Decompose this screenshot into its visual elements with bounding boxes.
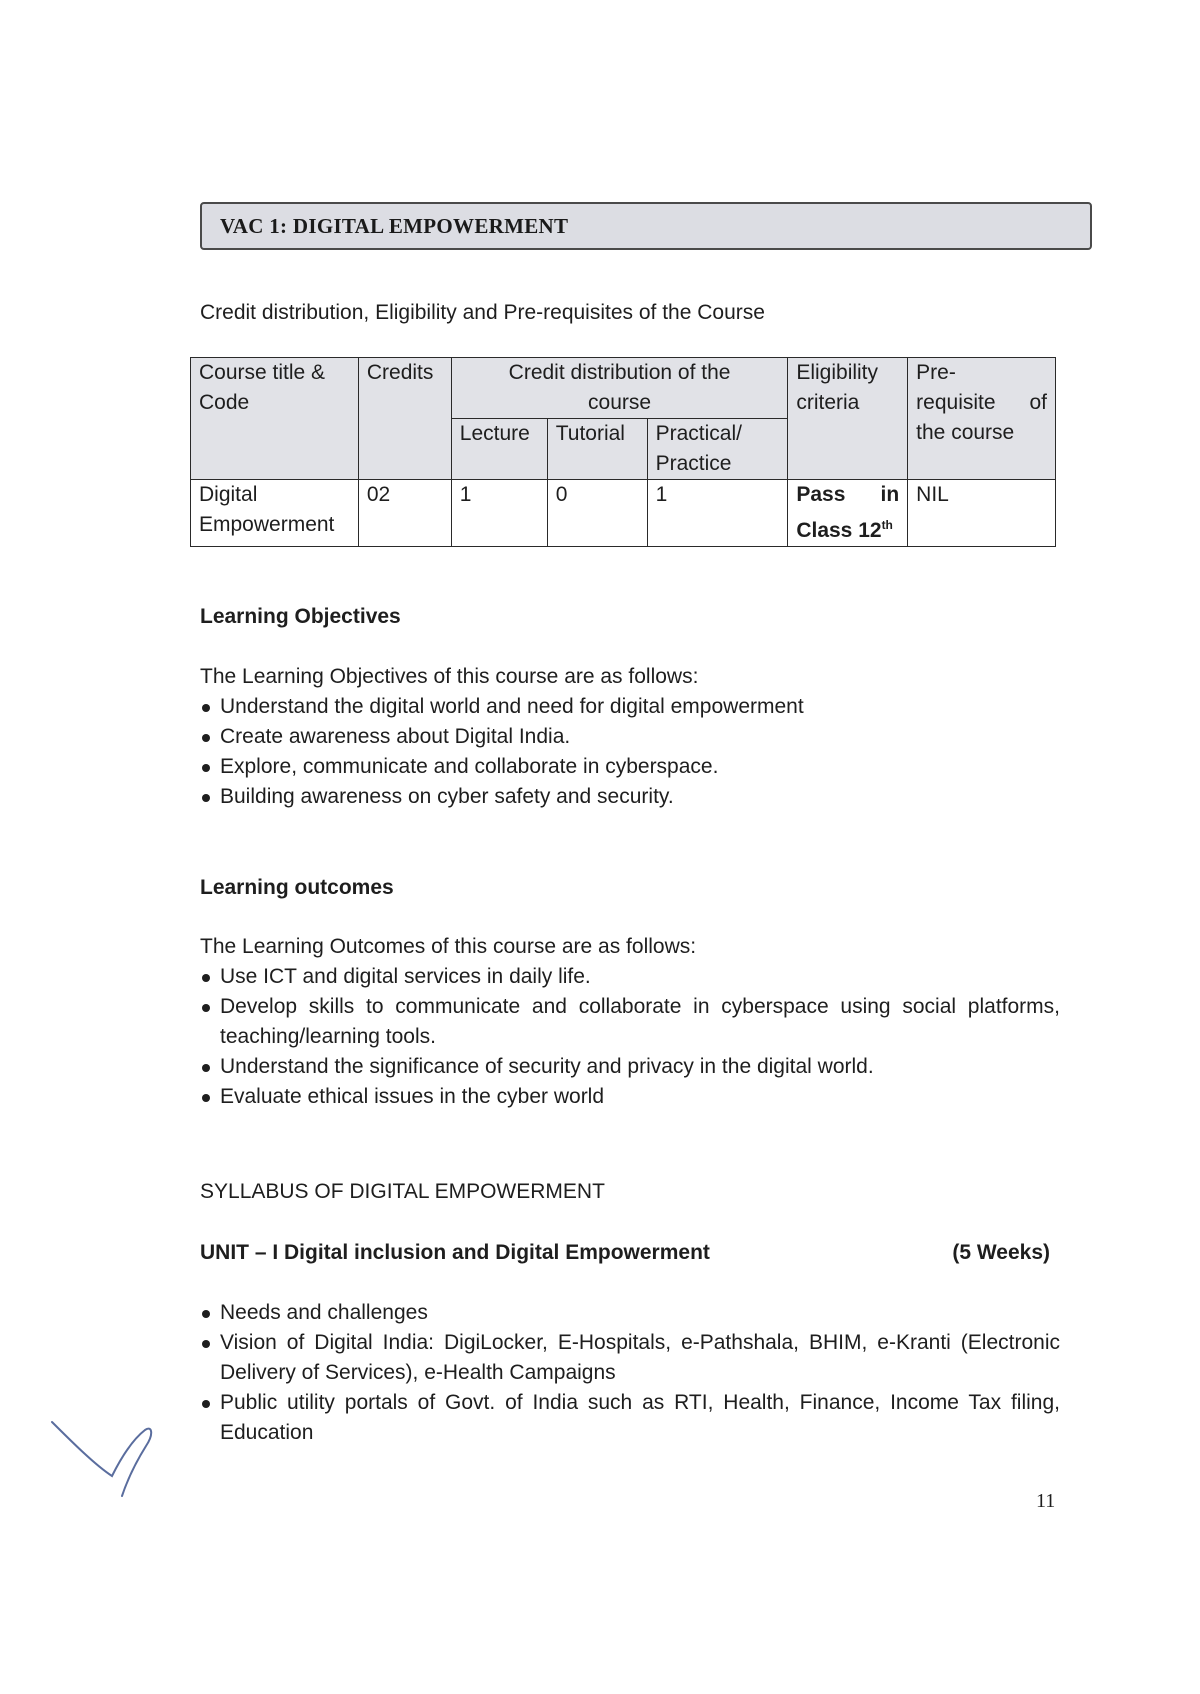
header-course-title: Course title & Code: [191, 358, 359, 480]
list-item: Explore, communicate and collaborate in cyberspace.: [200, 752, 1060, 782]
page-number: 11: [1036, 1490, 1056, 1512]
credit-table: [190, 357, 1056, 547]
unit-heading: [200, 1238, 1050, 1268]
syllabus-section: [200, 1298, 1060, 1448]
list-item: Needs and challenges: [200, 1298, 1060, 1328]
signature-mark: [50, 1410, 170, 1500]
unit-title: UNIT – I Digital inclusion and Digital Empowerment: [200, 1241, 710, 1264]
cell-credits: 02: [358, 480, 451, 547]
unit-duration: (5 Weeks): [952, 1241, 1050, 1264]
list-item: Create awareness about Digital India.: [200, 722, 1060, 752]
cell-tutorial: 0: [547, 480, 647, 547]
list-item: Evaluate ethical issues in the cyber world: [200, 1082, 1060, 1112]
header-practical: Practical/ Practice: [647, 419, 788, 480]
list-item: Understand the digital world and need for digital empowerment: [200, 692, 1060, 722]
outcomes-heading: Learning outcomes: [200, 876, 394, 899]
cell-lecture: 1: [451, 480, 547, 547]
cell-course-title: Digital Empowerment: [191, 480, 359, 547]
syllabus-list: [200, 1298, 1060, 1448]
credit-intro: Credit distribution, Eligibility and Pre-requisites of the Course: [200, 301, 765, 324]
list-item: Building awareness on cyber safety and security.: [200, 782, 1060, 812]
table-header-row: [191, 358, 1056, 419]
list-item: Use ICT and digital services in daily life.: [200, 962, 1060, 992]
outcomes-intro: The Learning Outcomes of this course are as follows:: [200, 935, 697, 958]
outcomes-list: [200, 962, 1060, 1112]
objectives-intro: The Learning Objectives of this course are as follows:: [200, 665, 699, 688]
objectives-heading: Learning Objectives: [200, 605, 401, 628]
header-credits: Credits: [358, 358, 451, 480]
list-item: Understand the significance of security and privacy in the digital world.: [200, 1052, 1060, 1082]
objectives-list: [200, 692, 1060, 812]
cell-prerequisite: NIL: [908, 480, 1056, 547]
list-item: Vision of Digital India: DigiLocker, E-Hospitals, e-Pathshala, BHIM, e-Kranti (Electronic Delivery of Services), e-Health Campaigns: [200, 1328, 1060, 1388]
list-item: Develop skills to communicate and collaborate in cyberspace using social platforms, teaching/learning tools.: [200, 992, 1060, 1052]
cell-practical: 1: [647, 480, 788, 547]
table-row: [191, 480, 1056, 547]
list-item: Public utility portals of Govt. of India such as RTI, Health, Finance, Income Tax filing, Education: [200, 1388, 1060, 1448]
header-eligibility: Eligibility criteria: [788, 358, 908, 480]
header-tutorial: Tutorial: [547, 419, 647, 480]
course-heading: VAC 1: DIGITAL EMPOWERMENT: [220, 213, 569, 238]
cell-eligibility: Pass in Class 12th: [788, 480, 908, 547]
syllabus-heading: SYLLABUS OF DIGITAL EMPOWERMENT: [200, 1180, 605, 1203]
header-credit-distribution: Credit distribution of the course: [451, 358, 788, 419]
header-prerequisite: Pre- requisite of the course: [908, 358, 1056, 480]
course-title-box: [200, 202, 1092, 250]
objectives-section: [200, 662, 1060, 812]
outcomes-section: [200, 932, 1060, 1112]
header-lecture: Lecture: [451, 419, 547, 480]
